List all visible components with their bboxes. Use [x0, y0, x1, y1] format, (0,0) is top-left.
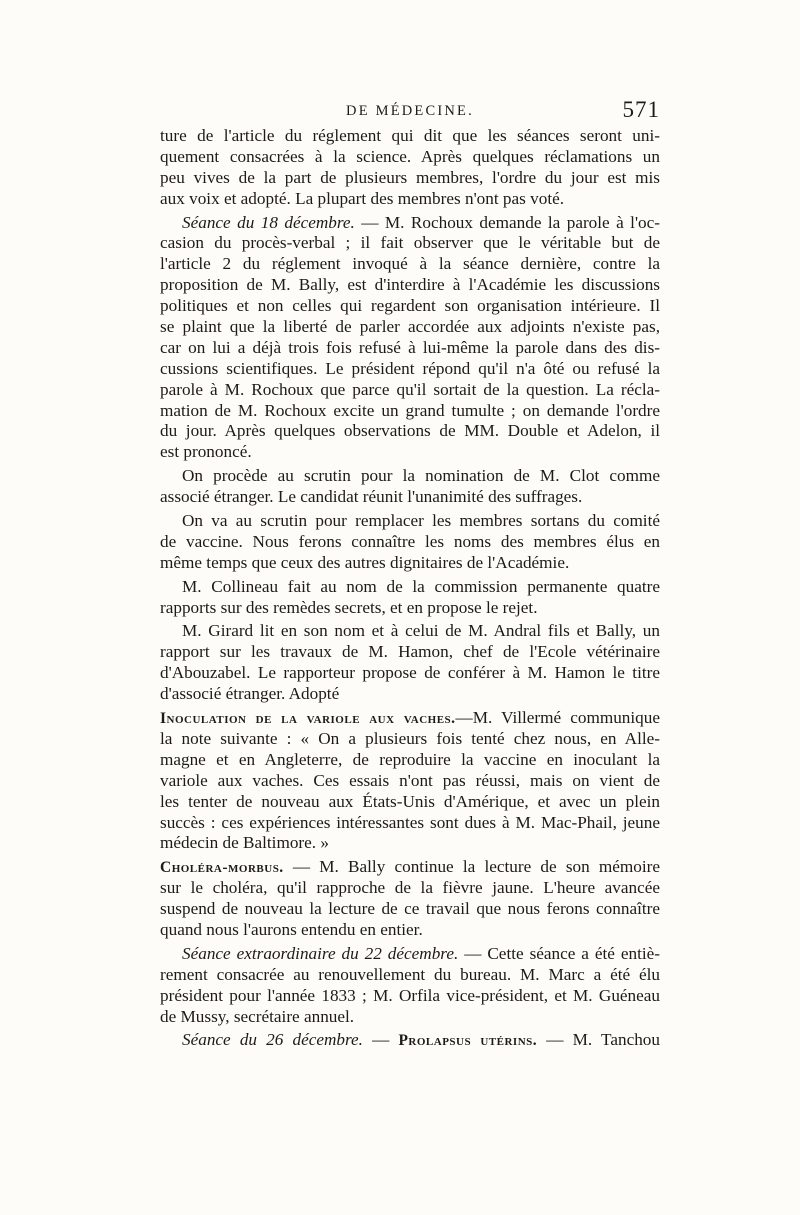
- text-line: [160, 899, 660, 920]
- section-heading: Inoculation de la variole aux vaches.: [160, 710, 456, 728]
- line-text: — M. Bally continue la lecture de son mémoire: [283, 857, 660, 877]
- line-text: mation de M. Rochoux excite un grand tumulte ; on demande l'ordre: [160, 400, 660, 420]
- line-text: l'article 2 du réglement invoqué à la séance dernière, contre la: [160, 254, 660, 274]
- line-text: président pour l'année 1833 ; M. Orfila vice-président, et M. Guéneau: [160, 985, 660, 1005]
- line-text: parole à M. Rochoux que parce qu'il sortait de la question. La récla-: [160, 379, 660, 399]
- paragraph-gap: [160, 1051, 660, 1054]
- line-text: car on lui a déjà trois fois refusé à lui-même la parole dans des dis-: [160, 337, 660, 357]
- text-line: [160, 380, 660, 401]
- text-line: [160, 750, 660, 771]
- paragraph: [160, 708, 660, 854]
- text-line: [160, 275, 660, 296]
- paragraph: [160, 621, 660, 705]
- text-line: [160, 421, 660, 442]
- line-text: variole aux vaches. Ces essais n'ont pas réussi, mais on vient de: [160, 770, 660, 790]
- text-line: [160, 466, 660, 487]
- text-line: [160, 708, 660, 729]
- text-line: [160, 1007, 660, 1028]
- body-text: [160, 126, 660, 1054]
- line-text: quand nous l'aurons entendu en entier.: [160, 919, 423, 939]
- line-text: d'associé étranger. Adopté: [160, 684, 340, 704]
- text-line: [160, 833, 660, 854]
- line-text: aux voix et adopté. La plupart des membres n'ont pas voté.: [160, 188, 565, 208]
- line-text: —M. Villermé communique: [455, 708, 660, 728]
- line-text: succès : ces expériences intéressantes sont dues à M. Mac-Phail, jeune: [160, 812, 660, 832]
- text-line: [160, 857, 660, 878]
- text-line: [160, 1030, 660, 1051]
- text-line: [160, 771, 660, 792]
- line-text: — M. Tanchou: [537, 1030, 660, 1050]
- line-text: — M. Rochoux demande la parole à l'oc-: [354, 212, 660, 232]
- text-line: [160, 213, 660, 234]
- line-text: du jour. Après quelques observations de MM. Double et Adelon, il: [160, 421, 660, 441]
- line-text: se plaint que la liberté de parler accordée aux adjoints n'existe pas,: [160, 317, 660, 337]
- section-heading: Prolapsus utérins.: [398, 1032, 538, 1050]
- text-line: [160, 317, 660, 338]
- line-text: proposition de M. Bally, est d'interdire à l'Académie les discussions: [160, 275, 660, 295]
- text-line: [160, 338, 660, 359]
- text-line: [160, 254, 660, 275]
- text-line: [160, 577, 660, 598]
- text-line: [160, 920, 660, 941]
- text-line: [160, 511, 660, 532]
- paragraph: [160, 1030, 660, 1051]
- line-text: — Cette séance a été entiè-: [458, 943, 660, 963]
- line-text: M. Girard lit en son nom et à celui de M. Andral fils et Bally, un: [182, 621, 660, 641]
- line-text: On va au scrutin pour remplacer les membres sortans du comité: [182, 511, 660, 531]
- text-line: [160, 168, 660, 189]
- text-line: [160, 965, 660, 986]
- text-line: [160, 147, 660, 168]
- text-line: [160, 944, 660, 965]
- text-line: [160, 359, 660, 380]
- line-text: quement consacrées à la science. Après quelques réclamations un: [160, 146, 660, 166]
- line-text: M. Collineau fait au nom de la commission permanente quatre: [182, 576, 660, 596]
- line-text: associé étranger. Le candidat réunit l'unanimité des suffrages.: [160, 487, 583, 507]
- line-text: de Mussy, secrétaire annuel.: [160, 1006, 355, 1026]
- text-line: [160, 401, 660, 422]
- page-number: 571: [622, 97, 660, 122]
- section-heading: Choléra-morbus.: [160, 859, 284, 877]
- paragraph: [160, 213, 660, 464]
- text-line: [160, 553, 660, 574]
- text-line: [160, 684, 660, 705]
- text-line: [160, 986, 660, 1007]
- paragraph: [160, 577, 660, 619]
- line-text: suspend de nouveau la lecture de ce travail que nous ferons connaître: [160, 899, 660, 919]
- line-text: les tenter de nouveau aux États-Unis d'Amérique, et avec un plein: [160, 791, 660, 811]
- line-text: rement consacrée au renouvellement du bureau. M. Marc a été élu: [160, 964, 660, 984]
- text-line: [160, 792, 660, 813]
- line-text: rapports sur des remèdes secrets, et en propose le rejet.: [160, 597, 538, 617]
- line-text: est prononcé.: [160, 442, 252, 462]
- text-line: [160, 729, 660, 750]
- session-date: Séance du 26 décembre.: [182, 1030, 363, 1050]
- running-head: DE MÉDECINE.: [346, 103, 474, 119]
- text-line: [160, 878, 660, 899]
- line-text: médecin de Baltimore. »: [160, 833, 329, 853]
- text-line: [160, 621, 660, 642]
- text-line: [160, 126, 660, 147]
- text-line: [160, 189, 660, 210]
- session-date: Séance extraordinaire du 22 décembre.: [182, 943, 459, 963]
- line-text: d'Abouzabel. Le rapporteur propose de conférer à M. Hamon le titre: [160, 663, 660, 683]
- text-line: [160, 532, 660, 553]
- line-text: cussions scientifiques. Le président répond qu'il n'a ôté ou refusé la: [160, 358, 660, 378]
- line-text: On procède au scrutin pour la nomination de M. Clot comme: [182, 466, 660, 486]
- line-text: sur le choléra, qu'il rapproche de la fièvre jaune. L'heure avancée: [160, 878, 660, 898]
- line-text: —: [362, 1030, 399, 1050]
- text-line: [160, 598, 660, 619]
- line-text: même temps que ceux des autres dignitaires de l'Académie.: [160, 552, 570, 572]
- text-line: [160, 233, 660, 254]
- paragraph: [160, 511, 660, 574]
- paragraph: [160, 126, 660, 210]
- line-text: peu vives de la part de plusieurs membres, l'ordre du jour est mis: [160, 167, 660, 187]
- session-date: Séance du 18 décembre.: [182, 212, 355, 232]
- text-line: [160, 296, 660, 317]
- paragraph: [160, 466, 660, 508]
- text-line: [160, 442, 660, 463]
- paragraph: [160, 857, 660, 941]
- line-text: politiques et non celles qui regardent son organisation intérieure. Il: [160, 296, 660, 316]
- text-line: [160, 663, 660, 684]
- line-text: de vaccine. Nous ferons connaître les noms des membres élus en: [160, 531, 660, 551]
- line-text: rapport sur les travaux de M. Hamon, chef de l'Ecole vétérinaire: [160, 642, 660, 662]
- line-text: ture de l'article du réglement qui dit que les séances seront uni-: [160, 126, 660, 145]
- line-text: la note suivante : « On a plusieurs fois tenté chez nous, en Alle-: [160, 728, 660, 748]
- line-text: casion du procès-verbal ; il fait observer que le véritable but de: [160, 233, 660, 253]
- text-line: [160, 487, 660, 508]
- text-line: [160, 642, 660, 663]
- text-line: [160, 813, 660, 834]
- line-text: magne et en Angleterre, de reproduire la vaccine en inoculant la: [160, 749, 660, 769]
- paragraph: [160, 944, 660, 1028]
